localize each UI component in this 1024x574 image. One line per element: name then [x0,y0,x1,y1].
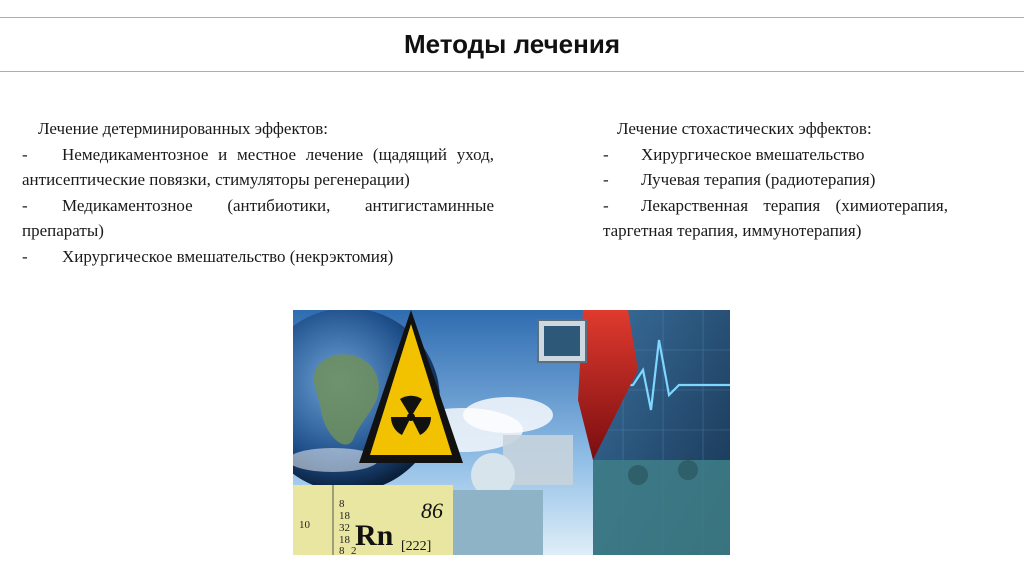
bullet-dash: - [603,170,609,189]
shell-number: 8 [339,545,345,555]
list-item [603,142,948,168]
list-item-text: Хирургическое вмешательство [641,144,865,164]
element-symbol: Rn [355,519,394,552]
surgeon-body [453,490,543,555]
list-item [603,193,948,244]
list-item-text: Немедикаментозное и местное лечение (щадящий уход, антисептические повязки, стимуляторы регенерации) [22,144,494,189]
element-mass: [222] [401,539,432,554]
list-item [22,244,494,270]
bullet-dash: - [22,195,28,215]
collage-illustration [293,310,730,555]
monitor-screen [544,326,580,356]
right-column-heading: Лечение стохастических эффектов: [617,119,872,138]
shell-number: 18 [339,510,350,522]
list-item-text: Медикаментозное (антибиотики, антигистаминные препараты) [22,195,494,240]
slide-title: Методы лечения [403,29,621,59]
bullet-dash: - [603,144,609,164]
list-item-text: Лучевая терапия (радиотерапия) [641,170,876,189]
list-item [22,193,494,244]
surgeon-head [628,465,648,485]
cloud [463,397,553,433]
element-atomic-number: 86 [421,498,443,523]
bullet-dash: - [603,195,609,215]
surgeon-head [678,460,698,480]
bullet-dash: - [22,144,28,164]
shell-number: 18 [339,534,350,546]
shell-number: 2 [351,545,357,555]
list-item-text: Лекарственная терапия (химиотерапия, таргетная терапия, иммунотерапия) [603,195,948,240]
list-item-text: Хирургическое вмешательство (некрэктомия) [62,246,394,266]
left-column [22,116,494,269]
bullet-dash: - [22,246,28,266]
right-column [603,116,948,244]
title-band [0,17,1024,72]
shell-number: 32 [339,522,350,534]
surgery-team [593,460,730,555]
shell-number: 10 [299,519,310,531]
list-item [22,142,494,193]
medical-collage-image [293,310,730,555]
left-column-heading: Лечение детерминированных эффектов: [38,119,328,138]
shell-number: 8 [339,498,345,510]
list-item [603,167,948,193]
